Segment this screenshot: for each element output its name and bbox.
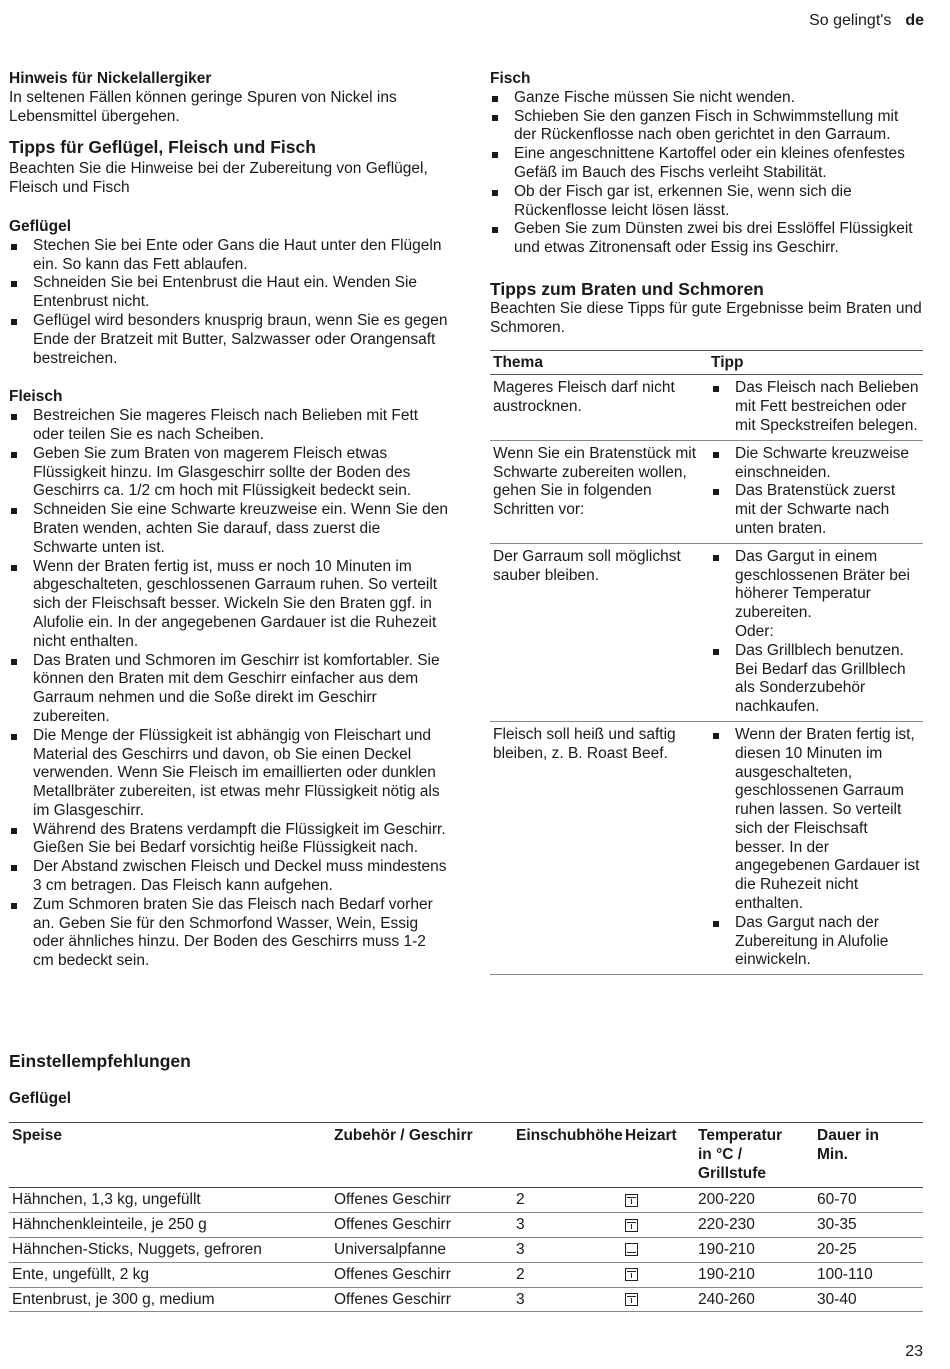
heizart-cell [622, 1262, 695, 1287]
temperatur-cell: 190-210 [695, 1237, 814, 1262]
speise-cell: Entenbrust, je 300 g, medium [9, 1287, 331, 1312]
braten-tips-table [490, 350, 923, 976]
list-item: Ob der Fisch gar ist, erkennen Sie, wenn sich die Rückenflosse leicht lösen lässt. [490, 183, 923, 221]
fisch-title: Fisch [490, 70, 531, 87]
zubehoer-cell: Offenes Geschirr [331, 1287, 513, 1312]
zubehoer-cell: Offenes Geschirr [331, 1262, 513, 1287]
list-item: Schieben Sie den ganzen Fisch in Schwimmstellung mit der Rückenflosse nach oben gerichtet in den Garraum. [490, 108, 923, 146]
table-row [9, 1237, 923, 1262]
section-title: So gelingt's [809, 12, 892, 29]
speise-cell: Hähnchen-Sticks, Nuggets, gefroren [9, 1237, 331, 1262]
table-row [9, 1213, 923, 1238]
table-row [490, 543, 923, 721]
tips-heading: Tipps für Geflügel, Fleisch und Fisch [9, 137, 316, 158]
table-row [9, 1188, 923, 1213]
tipp-cell [708, 721, 923, 974]
tipp-cell [708, 440, 923, 543]
list-item: Geben Sie zum Dünsten zwei bis drei Esslöffel Flüssigkeit und etwas Zitronensaft oder Essig ins Geschirr. [490, 220, 923, 258]
dauer-cell: 60-70 [814, 1188, 923, 1213]
right-column [490, 70, 923, 975]
list-item: Bestreichen Sie mageres Fleisch nach Belieben mit Fett oder teilen Sie es nach Scheiben. [9, 407, 449, 445]
list-item: Während des Bratens verdampft die Flüssigkeit im Geschirr. Gießen Sie bei Bedarf vorsichtig heiße Flüssigkeit nach. [9, 821, 449, 859]
einschub-cell: 3 [513, 1287, 622, 1312]
heizart-cell [622, 1237, 695, 1262]
list-item: Schneiden Sie eine Schwarte kreuzweise ein. Wenn Sie den Braten wenden, achten Sie darauf, dass zuerst die Schwarte unten ist. [9, 501, 449, 557]
column-header-heizart: Heizart [622, 1123, 695, 1188]
ober-unterhitze-icon [625, 1243, 638, 1256]
nickel-note-text: In seltenen Fällen können geringe Spuren von Nickel ins Lebensmittel übergehen. [9, 88, 397, 125]
einschub-cell: 2 [513, 1188, 622, 1213]
list-item: Eine angeschnittene Kartoffel oder ein kleines ofenfestes Gefäß im Bauch des Fischs verleiht Stabilität. [490, 145, 923, 183]
heizart-cell [622, 1188, 695, 1213]
zubehoer-cell: Offenes Geschirr [331, 1188, 513, 1213]
list-item: Das Fleisch nach Belieben mit Fett bestreichen oder mit Speckstreifen belegen. [711, 379, 920, 435]
speise-cell: Hähnchenkleinteile, je 250 g [9, 1213, 331, 1238]
list-item: Geben Sie zum Braten von magerem Fleisch etwas Flüssigkeit hinzu. Im Glasgeschirr sollte der Boden des Geschirrs ca. 1/2 cm hoch mit Flüssigkeit bedeckt sein. [9, 445, 449, 501]
list-item: Der Abstand zwischen Fleisch und Deckel muss mindestens 3 cm betragen. Das Fleisch kann aufgehen. [9, 858, 449, 896]
tips-intro: Beachten Sie die Hinweise bei der Zubereitung von Geflügel, Fleisch und Fisch [9, 160, 428, 197]
list-item: Das Bratenstück zuerst mit der Schwarte nach unten braten. [711, 482, 920, 538]
gefluegel-title: Geflügel [9, 217, 72, 235]
fleisch-list [9, 407, 449, 971]
oder-label: Oder: [735, 622, 774, 640]
settings-section [9, 1050, 923, 1312]
braten-intro: Beachten Sie diese Tipps für gute Ergebnisse beim Braten und Schmoren. [490, 299, 922, 336]
braten-heading: Tipps zum Braten und Schmoren [490, 278, 764, 299]
settings-heading: Einstellempfehlungen [9, 1051, 191, 1071]
list-item: Das Gargut nach der Zubereitung in Alufolie einwickeln. [711, 914, 920, 970]
dauer-cell: 30-40 [814, 1287, 923, 1312]
nickel-note-title: Hinweis für Nickelallergiker [9, 70, 212, 87]
table-row [9, 1262, 923, 1287]
heizart-cell [622, 1213, 695, 1238]
temperatur-cell: 190-210 [695, 1262, 814, 1287]
ober-unterhitze-geblaese-icon [625, 1268, 638, 1281]
speise-cell: Ente, ungefüllt, 2 kg [9, 1262, 331, 1287]
table-row [490, 721, 923, 974]
list-item: Geflügel wird besonders knusprig braun, wenn Sie es gegen Ende der Bratzeit mit Butter, Salzwasser oder Orangensaft bestreichen. [9, 312, 449, 368]
list-item: Wenn der Braten fertig ist, diesen 10 Minuten im ausgeschalteten, geschlossenen Garraum ruhen lassen. So verteilt sich der Fleischsaft besser. In der angegebenen Gardauer ist die Ruhezeit nicht enthalten. [711, 726, 920, 914]
list-item: Zum Schmoren braten Sie das Fleisch nach Bedarf vorher an. Geben Sie für den Schmorfond Wasser, Wein, Essig oder ähnliches hinzu. Der Boden des Geschirrs muss 1-2 cm bedeckt sein. [9, 896, 449, 971]
thema-cell: Mageres Fleisch darf nicht austrocknen. [490, 375, 708, 440]
tipp-cell [708, 375, 923, 440]
dauer-cell: 30-35 [814, 1213, 923, 1238]
page-number: 23 [905, 1343, 923, 1360]
column-header-speise: Speise [9, 1123, 331, 1188]
fleisch-title: Fleisch [9, 388, 63, 406]
ober-unterhitze-geblaese-icon [625, 1293, 638, 1306]
list-item: Die Schwarte kreuzweise einschneiden. [711, 445, 920, 483]
zubehoer-cell: Universalpfanne [331, 1237, 513, 1262]
gefluegel-list [9, 237, 449, 369]
list-item: Die Menge der Flüssigkeit ist abhängig von Fleischart und Material des Geschirrs und davon, ob Sie einen Deckel verwenden. Wenn Sie Fleisch im emaillierten oder dunklen Metallbräter zubereiten, ist etwas mehr Flüssigkeit nötig als im Glasgeschirr. [9, 727, 449, 821]
zubehoer-cell: Offenes Geschirr [331, 1213, 513, 1238]
table-row [9, 1287, 923, 1312]
list-item: Ganze Fische müssen Sie nicht wenden. [490, 89, 923, 108]
column-header-tipp: Tipp [708, 350, 923, 375]
ober-unterhitze-geblaese-icon [625, 1194, 638, 1207]
table-row [490, 440, 923, 543]
temperatur-cell: 200-220 [695, 1188, 814, 1213]
list-item: Das Braten und Schmoren im Geschirr ist komfortabler. Sie können den Braten mit dem Geschirr einfacher aus dem Garraum nehmen und die Soße direkt im Geschirr zubereiten. [9, 652, 449, 727]
left-column [9, 70, 449, 971]
settings-table [9, 1122, 923, 1312]
temperatur-cell: 220-230 [695, 1213, 814, 1238]
einschub-cell: 3 [513, 1237, 622, 1262]
column-header-dauer: Dauer in Min. [814, 1123, 923, 1188]
language-code: de [905, 12, 924, 29]
tipp-cell [708, 543, 923, 721]
fisch-list [490, 89, 923, 258]
dauer-cell: 100-110 [814, 1262, 923, 1287]
list-item: Stechen Sie bei Ente oder Gans die Haut unter den Flügeln ein. So kann das Fett ablaufen. [9, 237, 449, 275]
list-item: Das Gargut in einem geschlossenen Bräter bei höherer Temperatur zubereiten. [711, 548, 920, 623]
temperatur-cell: 240-260 [695, 1287, 814, 1312]
column-header-einschub: Einschubhöhe [513, 1123, 622, 1188]
page-header [809, 12, 924, 30]
dauer-cell: 20-25 [814, 1237, 923, 1262]
speise-cell: Hähnchen, 1,3 kg, ungefüllt [9, 1188, 331, 1213]
settings-subtitle: Geflügel [9, 1090, 72, 1107]
list-item: Das Grillblech benutzen. Bei Bedarf das Grillblech als Sonderzubehör nachkaufen. [711, 642, 920, 717]
thema-cell: Wenn Sie ein Bratenstück mit Schwarte zubereiten wollen, gehen Sie in folgenden Schritten vor: [490, 440, 708, 543]
list-item: Schneiden Sie bei Entenbrust die Haut ein. Wenden Sie Entenbrust nicht. [9, 274, 449, 312]
einschub-cell: 2 [513, 1262, 622, 1287]
ober-unterhitze-geblaese-icon [625, 1219, 638, 1232]
list-item: Wenn der Braten fertig ist, muss er noch 10 Minuten im abgeschalteten, geschlossenen Garraum ruhen. So verteilt sich der Fleischsaft besser. Wickeln Sie den Braten ggf. in Alufolie ein. In der angegebenen Gardauer ist die Ruhezeit nicht enthalten. [9, 558, 449, 652]
einschub-cell: 3 [513, 1213, 622, 1238]
column-header-zubehoer: Zubehör / Geschirr [331, 1123, 513, 1188]
thema-cell: Der Garraum soll möglichst sauber bleiben. [490, 543, 708, 721]
heizart-cell [622, 1287, 695, 1312]
column-header-thema: Thema [490, 350, 708, 375]
table-row [490, 375, 923, 440]
thema-cell: Fleisch soll heiß und saftig bleiben, z. B. Roast Beef. [490, 721, 708, 974]
column-header-temperatur: Temperatur in °C / Grillstufe [695, 1123, 814, 1188]
